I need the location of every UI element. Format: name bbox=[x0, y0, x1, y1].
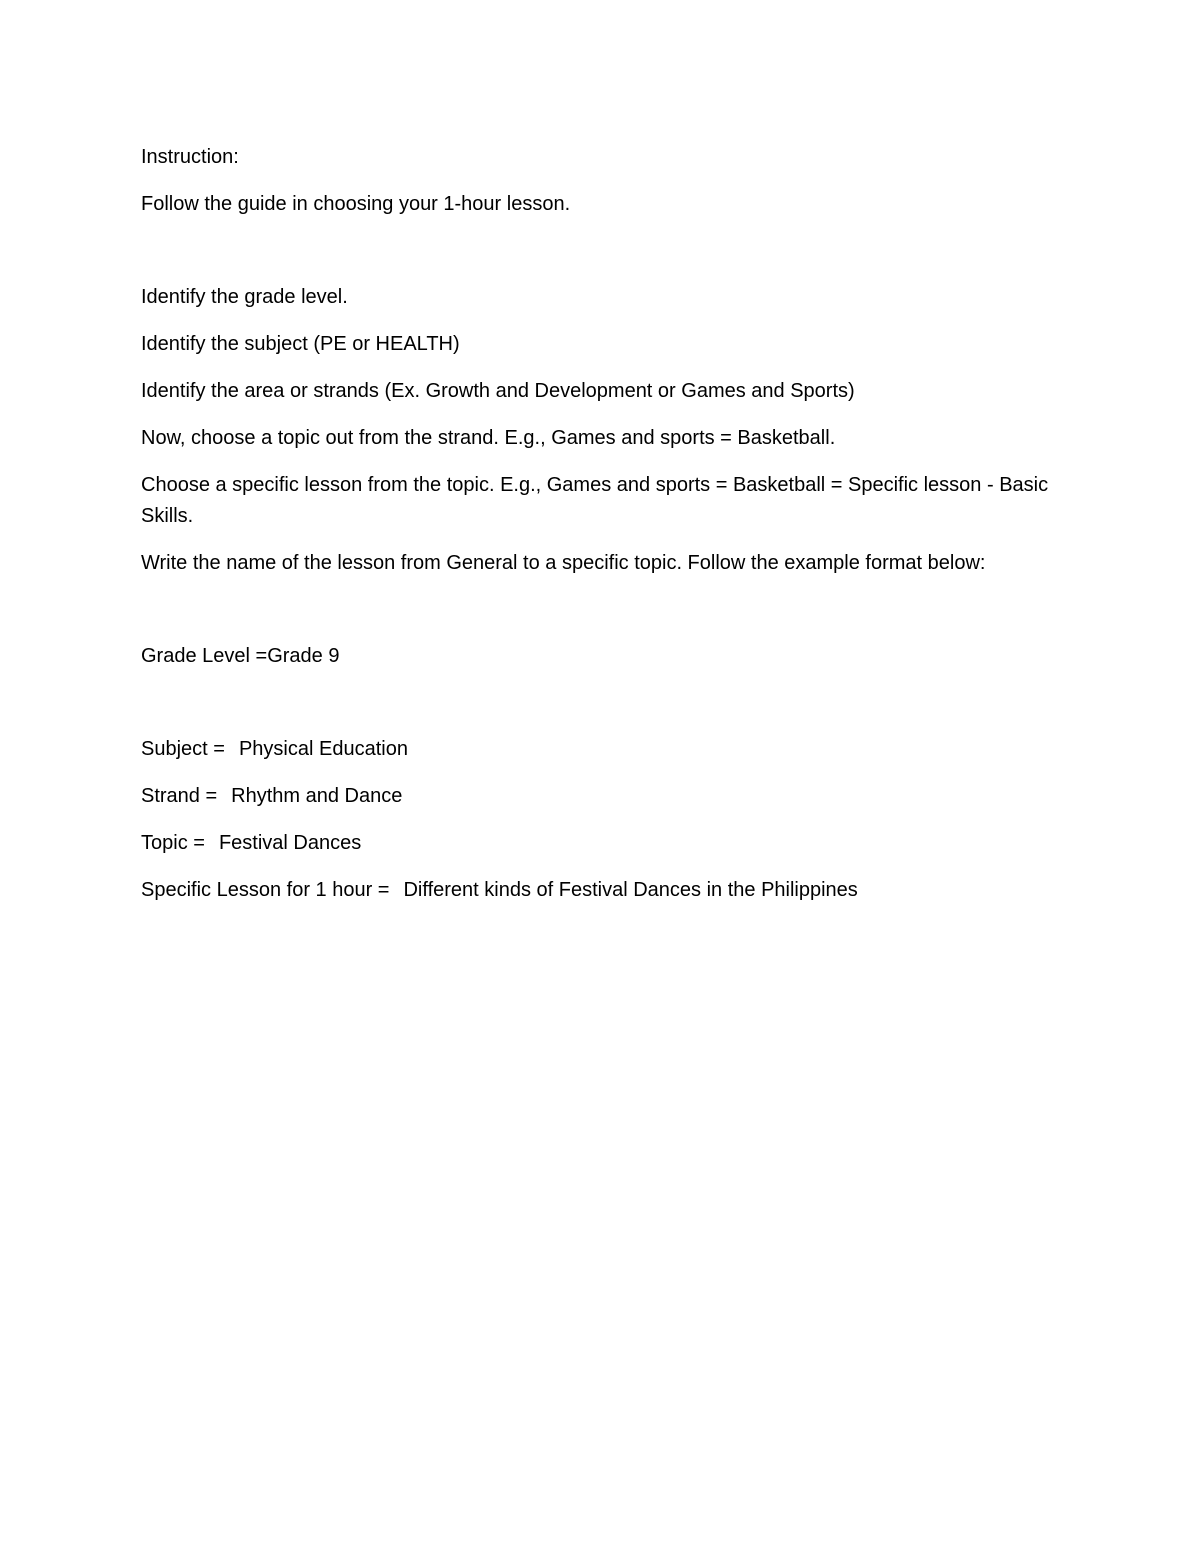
example-topic-label: Topic = bbox=[141, 832, 205, 854]
step-strand: Identify the area or strands (Ex. Growth and Development or Games and Sports) bbox=[141, 380, 855, 402]
example-subject-value: Physical Education bbox=[238, 738, 408, 760]
example-topic-value: Festival Dances bbox=[218, 832, 362, 854]
example-strand-value: Rhythm and Dance bbox=[231, 785, 403, 807]
step-specific-lesson: Choose a specific lesson from the topic. E.g., Games and sports = Basketball = Specific lesson - Basic Skills. bbox=[141, 474, 1049, 527]
example-grade-label: Grade Level = bbox=[141, 645, 268, 667]
example-strand bbox=[141, 781, 1061, 812]
step-subject: Identify the subject (PE or HEALTH) bbox=[141, 333, 460, 355]
example-topic bbox=[141, 828, 1061, 859]
step-write-lesson-name: Write the name of the lesson from General to a specific topic. Follow the example format below: bbox=[141, 552, 986, 574]
example-subject-label: Subject = bbox=[141, 738, 225, 760]
example-grade-value: Grade 9 bbox=[267, 645, 340, 667]
step-grade-level: Identify the grade level. bbox=[141, 286, 348, 308]
document-body bbox=[141, 142, 1061, 922]
example-strand-label: Strand = bbox=[141, 785, 218, 807]
example-lesson-label: Specific Lesson for 1 hour = bbox=[141, 879, 390, 901]
instruction-intro: Follow the guide in choosing your 1-hour lesson. bbox=[141, 193, 571, 215]
example-specific-lesson bbox=[141, 875, 1061, 906]
instruction-heading: Instruction: bbox=[141, 146, 239, 168]
step-topic: Now, choose a topic out from the strand. E.g., Games and sports = Basketball. bbox=[141, 427, 836, 449]
example-grade-level bbox=[141, 641, 1061, 672]
example-subject bbox=[141, 734, 1061, 765]
example-lesson-value: Different kinds of Festival Dances in the Philippines bbox=[403, 879, 858, 901]
